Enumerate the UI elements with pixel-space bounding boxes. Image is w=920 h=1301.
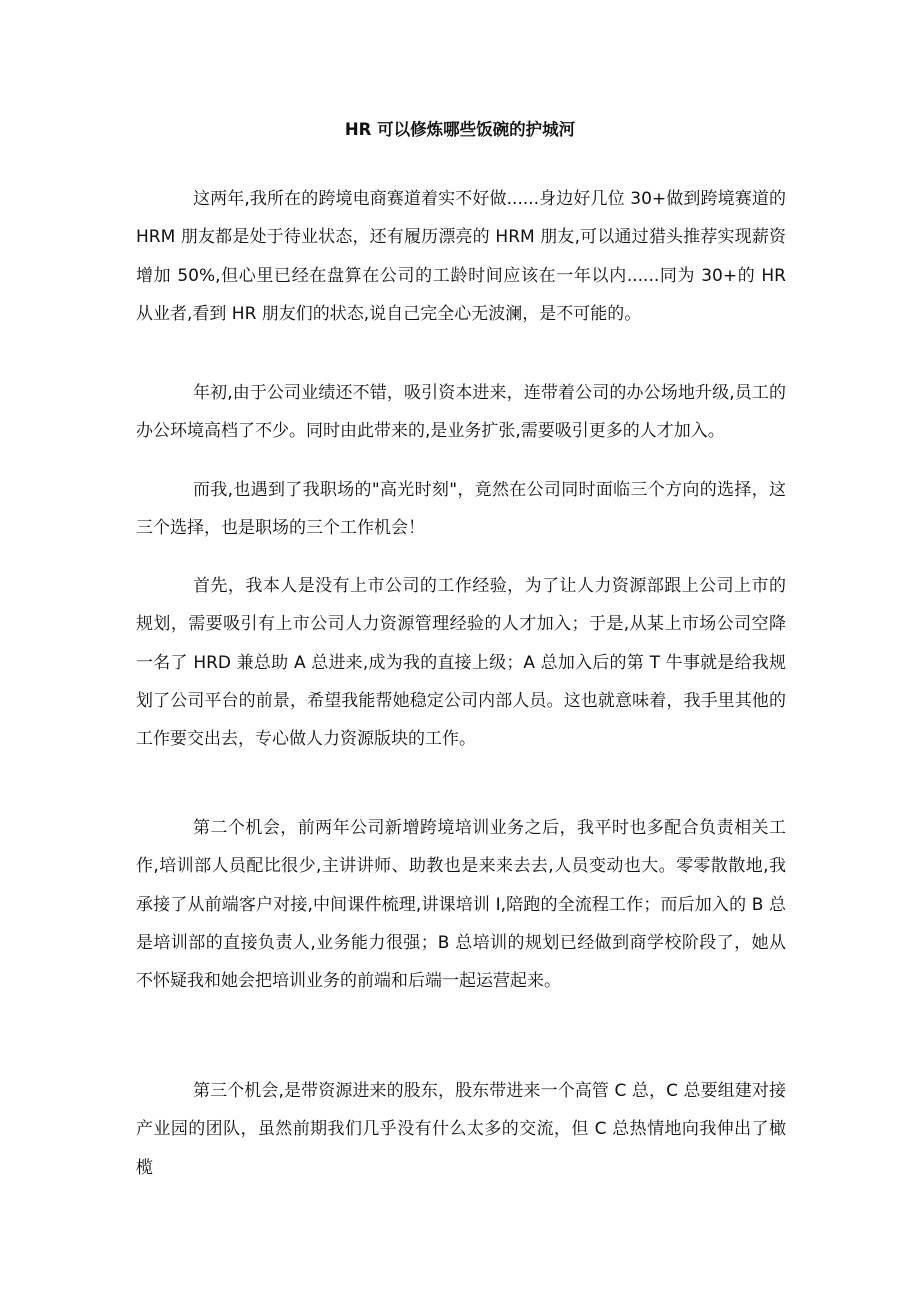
paragraph-third-opportunity: 第三个机会,是带资源进来的股东，股东带进来一个高管 C 总，C 总要组建对接产业园的团队，虽然前期我们几乎没有什么太多的交流，但 C 总热情地向我伸出了橄榄 (136, 1081, 786, 1178)
document-title: HR 可以修炼哪些饭碗的护城河 (344, 120, 576, 139)
paragraph-company-growth: 年初,由于公司业绩还不错，吸引资本进来，连带着公司的办公场地升级,员工的办公环境高档了不少。同时由此带来的,是业务扩张,需要吸引更多的人才加入。 (136, 383, 786, 442)
paragraph-first-opportunity: 首先，我本人是没有上市公司的工作经验，为了让人力资源部跟上公司上市的规划，需要吸引有上市公司人力资源管理经验的人才加入；于是,从某上市场公司空降一名了 HRD 兼总助 A 总进来,成为我的直接上级；A 总加入后的第 T 牛事就是给我规划了公司平台的前景，希望我能帮她稳定公司内部人员。这也就意味着，我手里其他的工作要交出去，专心做人力资源版块的工作。 (136, 576, 786, 750)
paragraph-three-choices: 而我,也遇到了我职场的"高光时刻"，竟然在公司同时面临三个方向的选择，这三个选择，也是职场的三个工作机会！ (136, 480, 786, 539)
paragraph-intro: 这两年,我所在的跨境电商赛道着实不好做......身边好几位 30+做到跨境赛道的HRM 朋友都是处于待业状态，还有履历漂亮的 HRM 朋友,可以通过猎头推荐实现薪资增加 50%,但心里已经在盘算在公司的工龄时间应该在一年以内......同为 30+的 HR 从业者,看到 HR 朋友们的状态,说自己完全心无波澜，是不可能的。 (136, 189, 786, 324)
paragraph-second-opportunity: 第二个机会，前两年公司新增跨境培训业务之后，我平时也多配合负责相关工作,培训部人员配比很少,主讲讲师、助教也是来来去去,人员变动也大。零零散散地,我承接了从前端客户对接,中间课件梳理,讲课培训 I,陪跑的全流程工作；而后加入的 B 总是培训部的直接负责人,业务能力很强；B 总培训的规划已经做到商学校阶段了，她从不怀疑我和她会把培训业务的前端和后端一起运营起来。 (136, 818, 786, 992)
